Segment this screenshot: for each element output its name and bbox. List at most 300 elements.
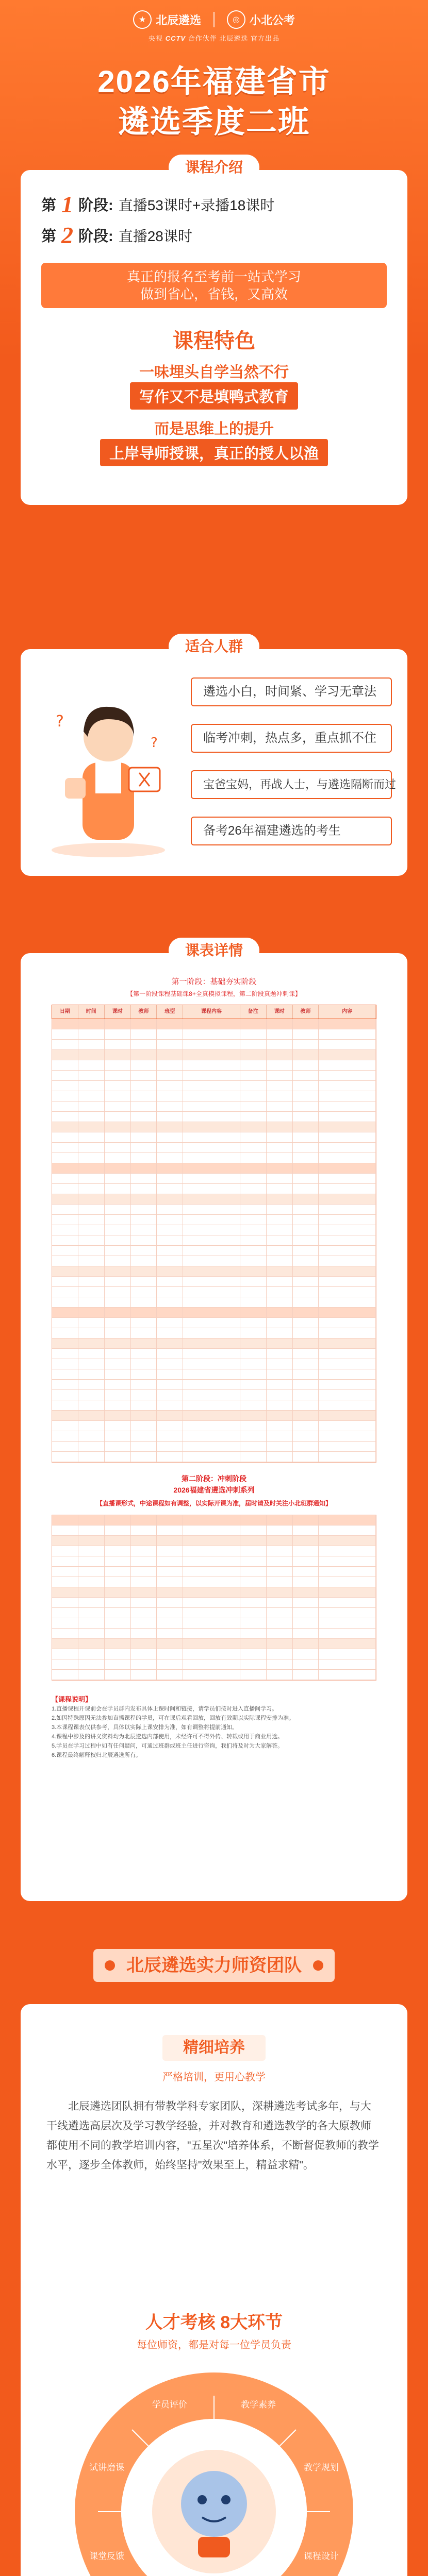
table-cell [78, 1546, 105, 1556]
table-cell [293, 1431, 319, 1441]
table-cell [240, 1225, 267, 1235]
table-cell [105, 1649, 131, 1659]
table-cell [131, 1071, 157, 1080]
stage-2-number: 2 [61, 222, 74, 248]
table-cell [157, 1380, 183, 1389]
table-cell [240, 1536, 267, 1546]
table-cell [52, 1143, 78, 1153]
table-cell [131, 1040, 157, 1049]
table-cell [240, 1349, 267, 1359]
table-cell [240, 1019, 267, 1029]
table-cell [131, 1515, 157, 1525]
table-cell [267, 1318, 293, 1328]
table-cell [183, 1256, 240, 1266]
table-cell [105, 1318, 131, 1328]
table-row [52, 1297, 376, 1308]
table-cell [293, 1567, 319, 1577]
table-cell [105, 1184, 131, 1194]
table-cell [267, 1081, 293, 1091]
table-cell [52, 1369, 78, 1379]
table-cell [267, 1235, 293, 1245]
table-cell [131, 1639, 157, 1649]
ring-segment-label: 试讲磨课 [89, 2462, 125, 2473]
table-cell [131, 1649, 157, 1659]
table-cell [293, 1442, 319, 1451]
table-cell [293, 1639, 319, 1649]
table-cell [105, 1556, 131, 1566]
table-cell [293, 1287, 319, 1297]
table-cell [131, 1442, 157, 1451]
table-cell [319, 1400, 376, 1410]
table-cell [240, 1143, 267, 1153]
table-cell [293, 1071, 319, 1080]
table-cell [105, 1215, 131, 1225]
table-cell [52, 1442, 78, 1451]
table-cell [183, 1225, 240, 1235]
stage-2-desc: 直播28课时 [118, 228, 192, 244]
course-note: 4.课程中涉及的讲义资料均为北辰遴选内部使用，未经许可不得外传、转载或用于商业用途。 [52, 1734, 284, 1740]
table-cell [240, 1060, 267, 1070]
table-cell [105, 1071, 131, 1080]
table-cell [131, 1163, 157, 1173]
table-cell [319, 1629, 376, 1638]
table-cell [183, 1639, 240, 1649]
table-cell [240, 1577, 267, 1587]
table-cell [131, 1143, 157, 1153]
table-cell [267, 1515, 293, 1525]
intro-card [21, 170, 407, 505]
table-cell [267, 1411, 293, 1420]
table-cell [293, 1649, 319, 1659]
table-cell [293, 1546, 319, 1556]
table-cell [183, 1174, 240, 1183]
table-cell [52, 1659, 78, 1669]
table-cell [78, 1060, 105, 1070]
table-cell [157, 1431, 183, 1441]
feature-line-1: 一味埋头自学当然不行 [139, 364, 289, 381]
table-cell [131, 1629, 157, 1638]
table-cell [131, 1536, 157, 1546]
table-cell [105, 1266, 131, 1276]
table-cell [78, 1153, 105, 1163]
table-cell [319, 1608, 376, 1618]
table-cell [183, 1452, 240, 1462]
table-cell [240, 1246, 267, 1256]
table-cell [293, 1060, 319, 1070]
table-cell [183, 1587, 240, 1597]
table-cell [319, 1659, 376, 1669]
table-cell [52, 1390, 78, 1400]
table-cell [293, 1608, 319, 1618]
table-cell [240, 1287, 267, 1297]
table-cell [183, 1598, 240, 1607]
table-cell [131, 1369, 157, 1379]
table-cell [267, 1153, 293, 1163]
table-cell [131, 1101, 157, 1111]
stage-1-number: 1 [61, 191, 74, 217]
table-cell [78, 1659, 105, 1669]
table-cell [183, 1091, 240, 1101]
table-cell [293, 1081, 319, 1091]
table-cell [105, 1297, 131, 1307]
table-cell [105, 1029, 131, 1039]
table-cell [131, 1215, 157, 1225]
table-cell [157, 1184, 183, 1194]
table-cell [105, 1153, 131, 1163]
table-cell [105, 1411, 131, 1420]
table-row [52, 1174, 376, 1184]
table-row [52, 1143, 376, 1153]
table-cell [52, 1071, 78, 1080]
table-cell [183, 1194, 240, 1204]
table-row [52, 1452, 376, 1462]
table-cell [131, 1567, 157, 1577]
table-row [52, 1194, 376, 1205]
table-cell [52, 1101, 78, 1111]
col-header: 班型 [157, 1005, 183, 1019]
table-cell [105, 1515, 131, 1525]
table-cell [105, 1421, 131, 1431]
table-cell [105, 1587, 131, 1597]
table-cell [131, 1670, 157, 1680]
table-cell [131, 1205, 157, 1214]
table-cell [319, 1431, 376, 1441]
table-row [52, 1400, 376, 1411]
table-cell [52, 1050, 78, 1060]
table-row [52, 1205, 376, 1215]
table-cell [240, 1369, 267, 1379]
table-cell [240, 1071, 267, 1080]
col-header: 日期 [52, 1005, 78, 1019]
col-header: 内容 [319, 1005, 376, 1019]
table-cell [319, 1297, 376, 1307]
table-cell [105, 1050, 131, 1060]
table-cell [131, 1091, 157, 1101]
table-row [52, 1132, 376, 1143]
table-cell [293, 1421, 319, 1431]
table-cell [157, 1452, 183, 1462]
table-cell [183, 1143, 240, 1153]
table-cell [157, 1359, 183, 1369]
table-cell [319, 1567, 376, 1577]
table-cell [78, 1526, 105, 1535]
table-cell [105, 1400, 131, 1410]
suit-item-1: 遴选小白，时间紧、学习无章法 [191, 677, 392, 706]
table-cell [52, 1546, 78, 1556]
table-cell [267, 1297, 293, 1307]
course-notes-title: 【课程说明】 [52, 1696, 92, 1703]
table-cell [267, 1452, 293, 1462]
table-cell [131, 1556, 157, 1566]
table-cell [105, 1101, 131, 1111]
table-row [52, 1091, 376, 1101]
table-row [52, 1050, 376, 1060]
table-cell [267, 1256, 293, 1266]
table-cell [78, 1205, 105, 1214]
table-row [52, 1649, 376, 1659]
table-cell [131, 1050, 157, 1060]
table-cell [240, 1670, 267, 1680]
table-cell [131, 1328, 157, 1338]
table-cell [293, 1184, 319, 1194]
table-cell [183, 1277, 240, 1286]
table-cell [319, 1163, 376, 1173]
table-cell [78, 1328, 105, 1338]
table-cell [183, 1050, 240, 1060]
table-cell [78, 1101, 105, 1111]
suit-item-2: 临考冲刺，热点多，重点抓不住 [191, 724, 392, 753]
table-cell [157, 1019, 183, 1029]
table-cell [105, 1132, 131, 1142]
table-cell [157, 1081, 183, 1091]
table-cell [131, 1081, 157, 1091]
table-cell [131, 1546, 157, 1556]
table-cell [267, 1091, 293, 1101]
table-cell [131, 1608, 157, 1618]
table-cell [157, 1442, 183, 1451]
table-cell [183, 1659, 240, 1669]
table-cell [105, 1205, 131, 1214]
table-row [52, 1369, 376, 1380]
table-cell [240, 1598, 267, 1607]
table-cell [52, 1184, 78, 1194]
table-cell [131, 1112, 157, 1122]
table-row [52, 1338, 376, 1349]
table-cell [105, 1598, 131, 1607]
table-cell [319, 1081, 376, 1091]
table-cell [78, 1050, 105, 1060]
table-cell [293, 1359, 319, 1369]
table-cell [267, 1163, 293, 1173]
table-cell [131, 1019, 157, 1029]
table-cell [267, 1421, 293, 1431]
table-cell [293, 1318, 319, 1328]
table-cell [267, 1400, 293, 1410]
table-cell [105, 1618, 131, 1628]
table-cell [267, 1390, 293, 1400]
table-cell [183, 1184, 240, 1194]
schedule-table-stage2 [52, 1515, 376, 1681]
table-row [52, 1318, 376, 1328]
table-cell [78, 1297, 105, 1307]
table-row [52, 1390, 376, 1400]
table-cell [157, 1670, 183, 1680]
table-cell [52, 1029, 78, 1039]
table-cell [78, 1029, 105, 1039]
table-cell [319, 1153, 376, 1163]
suit-pill: 适合人群 [169, 634, 259, 659]
table-cell [293, 1277, 319, 1286]
table-cell [319, 1277, 376, 1286]
table-cell [157, 1174, 183, 1183]
table-cell [293, 1536, 319, 1546]
table-cell [293, 1225, 319, 1235]
table-cell [183, 1390, 240, 1400]
table-cell [240, 1338, 267, 1348]
table-cell [240, 1452, 267, 1462]
table-cell [157, 1060, 183, 1070]
table-cell [183, 1649, 240, 1659]
table-cell [105, 1442, 131, 1451]
table-cell [240, 1101, 267, 1111]
table-cell [267, 1071, 293, 1080]
table-cell [131, 1349, 157, 1359]
table-cell [131, 1297, 157, 1307]
table-row [52, 1536, 376, 1546]
table-cell [183, 1308, 240, 1317]
table-cell [52, 1277, 78, 1286]
table-cell [240, 1122, 267, 1132]
table-cell [131, 1235, 157, 1245]
table-cell [240, 1205, 267, 1214]
table-cell [293, 1400, 319, 1410]
table-cell [183, 1349, 240, 1359]
table-cell [240, 1318, 267, 1328]
table-row [52, 1598, 376, 1608]
table-row [52, 1670, 376, 1680]
table-cell [293, 1143, 319, 1153]
table-cell [52, 1112, 78, 1122]
table-cell [183, 1101, 240, 1111]
table-cell [267, 1598, 293, 1607]
table-cell [293, 1256, 319, 1266]
ring-segment-label: 课堂反馈 [89, 2551, 125, 2562]
table-cell [105, 1431, 131, 1441]
table-cell [319, 1411, 376, 1420]
feature-line-2: 写作又不是填鸭式教育 [130, 382, 298, 410]
table-cell [157, 1526, 183, 1535]
table-cell [319, 1194, 376, 1204]
table-cell [131, 1587, 157, 1597]
table-cell [240, 1442, 267, 1451]
schedule-table-stage1 [52, 1019, 376, 1463]
table-cell [131, 1359, 157, 1369]
table-cell [52, 1431, 78, 1441]
table-cell [293, 1019, 319, 1029]
table-cell [52, 1608, 78, 1618]
table-cell [267, 1431, 293, 1441]
table-cell [78, 1308, 105, 1317]
table-cell [157, 1071, 183, 1080]
table-cell [183, 1060, 240, 1070]
table-cell [52, 1287, 78, 1297]
table-row [52, 1526, 376, 1536]
table-cell [319, 1205, 376, 1214]
table-cell [157, 1308, 183, 1317]
table-row [52, 1608, 376, 1618]
stage-2-row: 第 2 阶段: 直播28课时 [41, 222, 192, 248]
table-cell [319, 1225, 376, 1235]
table-cell [240, 1328, 267, 1338]
table-cell [105, 1060, 131, 1070]
table-cell [183, 1369, 240, 1379]
table-cell [293, 1091, 319, 1101]
table-cell [267, 1277, 293, 1286]
table-cell [157, 1235, 183, 1245]
table-cell [157, 1649, 183, 1659]
table-cell [131, 1194, 157, 1204]
table-cell [267, 1060, 293, 1070]
table-cell [105, 1390, 131, 1400]
table-cell [157, 1536, 183, 1546]
table-cell [131, 1431, 157, 1441]
table-cell [131, 1598, 157, 1607]
table-cell [157, 1266, 183, 1276]
table-cell [157, 1515, 183, 1525]
table-cell [319, 1556, 376, 1566]
table-cell [157, 1577, 183, 1587]
table-row [52, 1060, 376, 1071]
ring-subtitle: 每位师资，都是对每一位学员负责 [137, 2340, 291, 2351]
table-cell [319, 1246, 376, 1256]
table-cell [78, 1442, 105, 1451]
table-cell [131, 1618, 157, 1628]
table-cell [52, 1163, 78, 1173]
table-row [52, 1587, 376, 1598]
table-cell [157, 1122, 183, 1132]
table-cell [78, 1132, 105, 1142]
table-row [52, 1101, 376, 1112]
suit-card [21, 649, 407, 876]
table-cell [240, 1659, 267, 1669]
table-cell [52, 1400, 78, 1410]
table-cell [105, 1225, 131, 1235]
table-cell [52, 1081, 78, 1091]
table-cell [78, 1277, 105, 1286]
table-cell [52, 1670, 78, 1680]
table-cell [78, 1194, 105, 1204]
table-cell [240, 1308, 267, 1317]
table-cell [240, 1277, 267, 1286]
table-row [52, 1308, 376, 1318]
table-cell [267, 1338, 293, 1348]
table-row [52, 1071, 376, 1081]
table-cell [319, 1132, 376, 1142]
table-cell [52, 1338, 78, 1348]
table-cell [267, 1659, 293, 1669]
table-cell [157, 1132, 183, 1142]
table-cell [319, 1598, 376, 1607]
table-cell [183, 1338, 240, 1348]
table-cell [293, 1659, 319, 1669]
table-row [52, 1081, 376, 1091]
table-cell [293, 1174, 319, 1183]
table-cell [319, 1019, 376, 1029]
table-cell [157, 1608, 183, 1618]
table-cell [131, 1659, 157, 1669]
table-row [52, 1556, 376, 1567]
table-row [52, 1515, 376, 1526]
table-cell [157, 1287, 183, 1297]
table-cell [319, 1029, 376, 1039]
table-cell [78, 1091, 105, 1101]
table-cell [267, 1308, 293, 1317]
table-cell [52, 1649, 78, 1659]
table-cell [293, 1153, 319, 1163]
table-cell [183, 1071, 240, 1080]
table-cell [78, 1081, 105, 1091]
table-row [52, 1359, 376, 1369]
table-cell [293, 1112, 319, 1122]
schedule-table-header [52, 1005, 376, 1019]
ring-segment-label: 学员评价 [152, 2400, 187, 2411]
table-cell [78, 1122, 105, 1132]
table-row [52, 1411, 376, 1421]
table-cell [293, 1215, 319, 1225]
table-cell [105, 1380, 131, 1389]
xiaobei-logo-icon: ◎ [227, 10, 245, 29]
table-cell [78, 1349, 105, 1359]
